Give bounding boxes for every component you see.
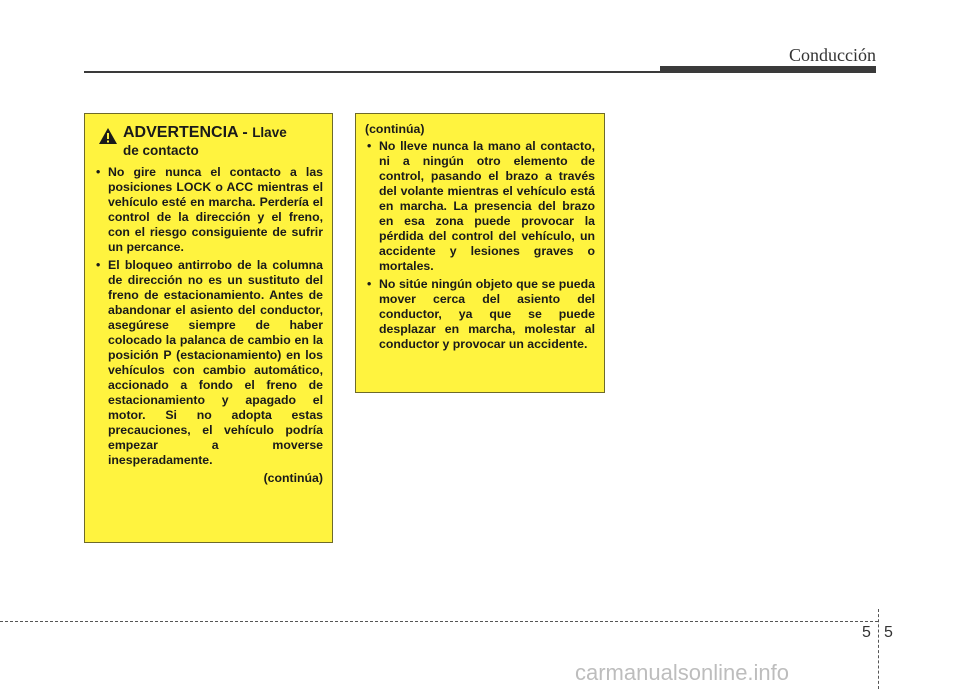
warning-box-continued	[355, 113, 605, 393]
warning-bullet: • No gire nunca el contacto a las posiciones LOCK o ACC mientras el vehículo esté en marcha. Perdería el control de la dirección y el freno, con el riesgo consiguiente de sufrir un percance.	[94, 165, 323, 255]
header-rule-thick	[660, 66, 876, 73]
warning-title	[123, 124, 287, 159]
header-rule-thin	[84, 71, 660, 73]
section-number: 5	[862, 624, 871, 641]
footer-page-divider	[878, 609, 879, 689]
warning-bullet-list	[365, 139, 595, 352]
warning-bullet: • No sitúe ningún objeto que se pueda mover cerca del asiento del conductor, ya que se puede desplazar en marcha, molestar al conductor y provocar un accidente.	[365, 277, 595, 352]
warning-bullet-list	[94, 165, 323, 468]
warning-title-main: ADVERTENCIA -	[123, 124, 253, 141]
page-header-title: Conducción	[789, 45, 876, 65]
continued-label: (continúa)	[365, 122, 425, 136]
warning-title-small: Llave	[252, 125, 287, 140]
continued-label: (continúa)	[263, 471, 323, 485]
warning-header	[94, 124, 323, 159]
warning-bullet: • No lleve nunca la mano al contacto, ni a ningún otro elemento de control, pasando el brazo a través del volante mientras el vehículo está en marcha. La presencia del brazo en esa zona puede provocar la pérdida del control del vehículo, un accidente y lesiones graves o mortales.	[365, 139, 595, 274]
footer-divider	[0, 621, 878, 622]
warning-subtitle: de contacto	[123, 143, 199, 158]
warning-box-ignition	[84, 113, 333, 543]
warning-triangle-icon	[98, 127, 118, 145]
warning-bullet: • El bloqueo antirrobo de la columna de dirección no es un sustituto del freno de estacionamiento. Antes de abandonar el asiento del conductor, asegúrese siempre de haber colocado la palanca de cambio en la posición P (estacionamiento) en los vehículos con cambio automático, accionado a fondo el freno de estacionamiento y apagado el motor. Si no adopta estas precauciones, el vehículo podría empezar a moverse inesperadamente.	[94, 258, 323, 468]
page-number: 5	[884, 624, 893, 641]
watermark-text: carmanualsonline.info	[575, 660, 790, 685]
